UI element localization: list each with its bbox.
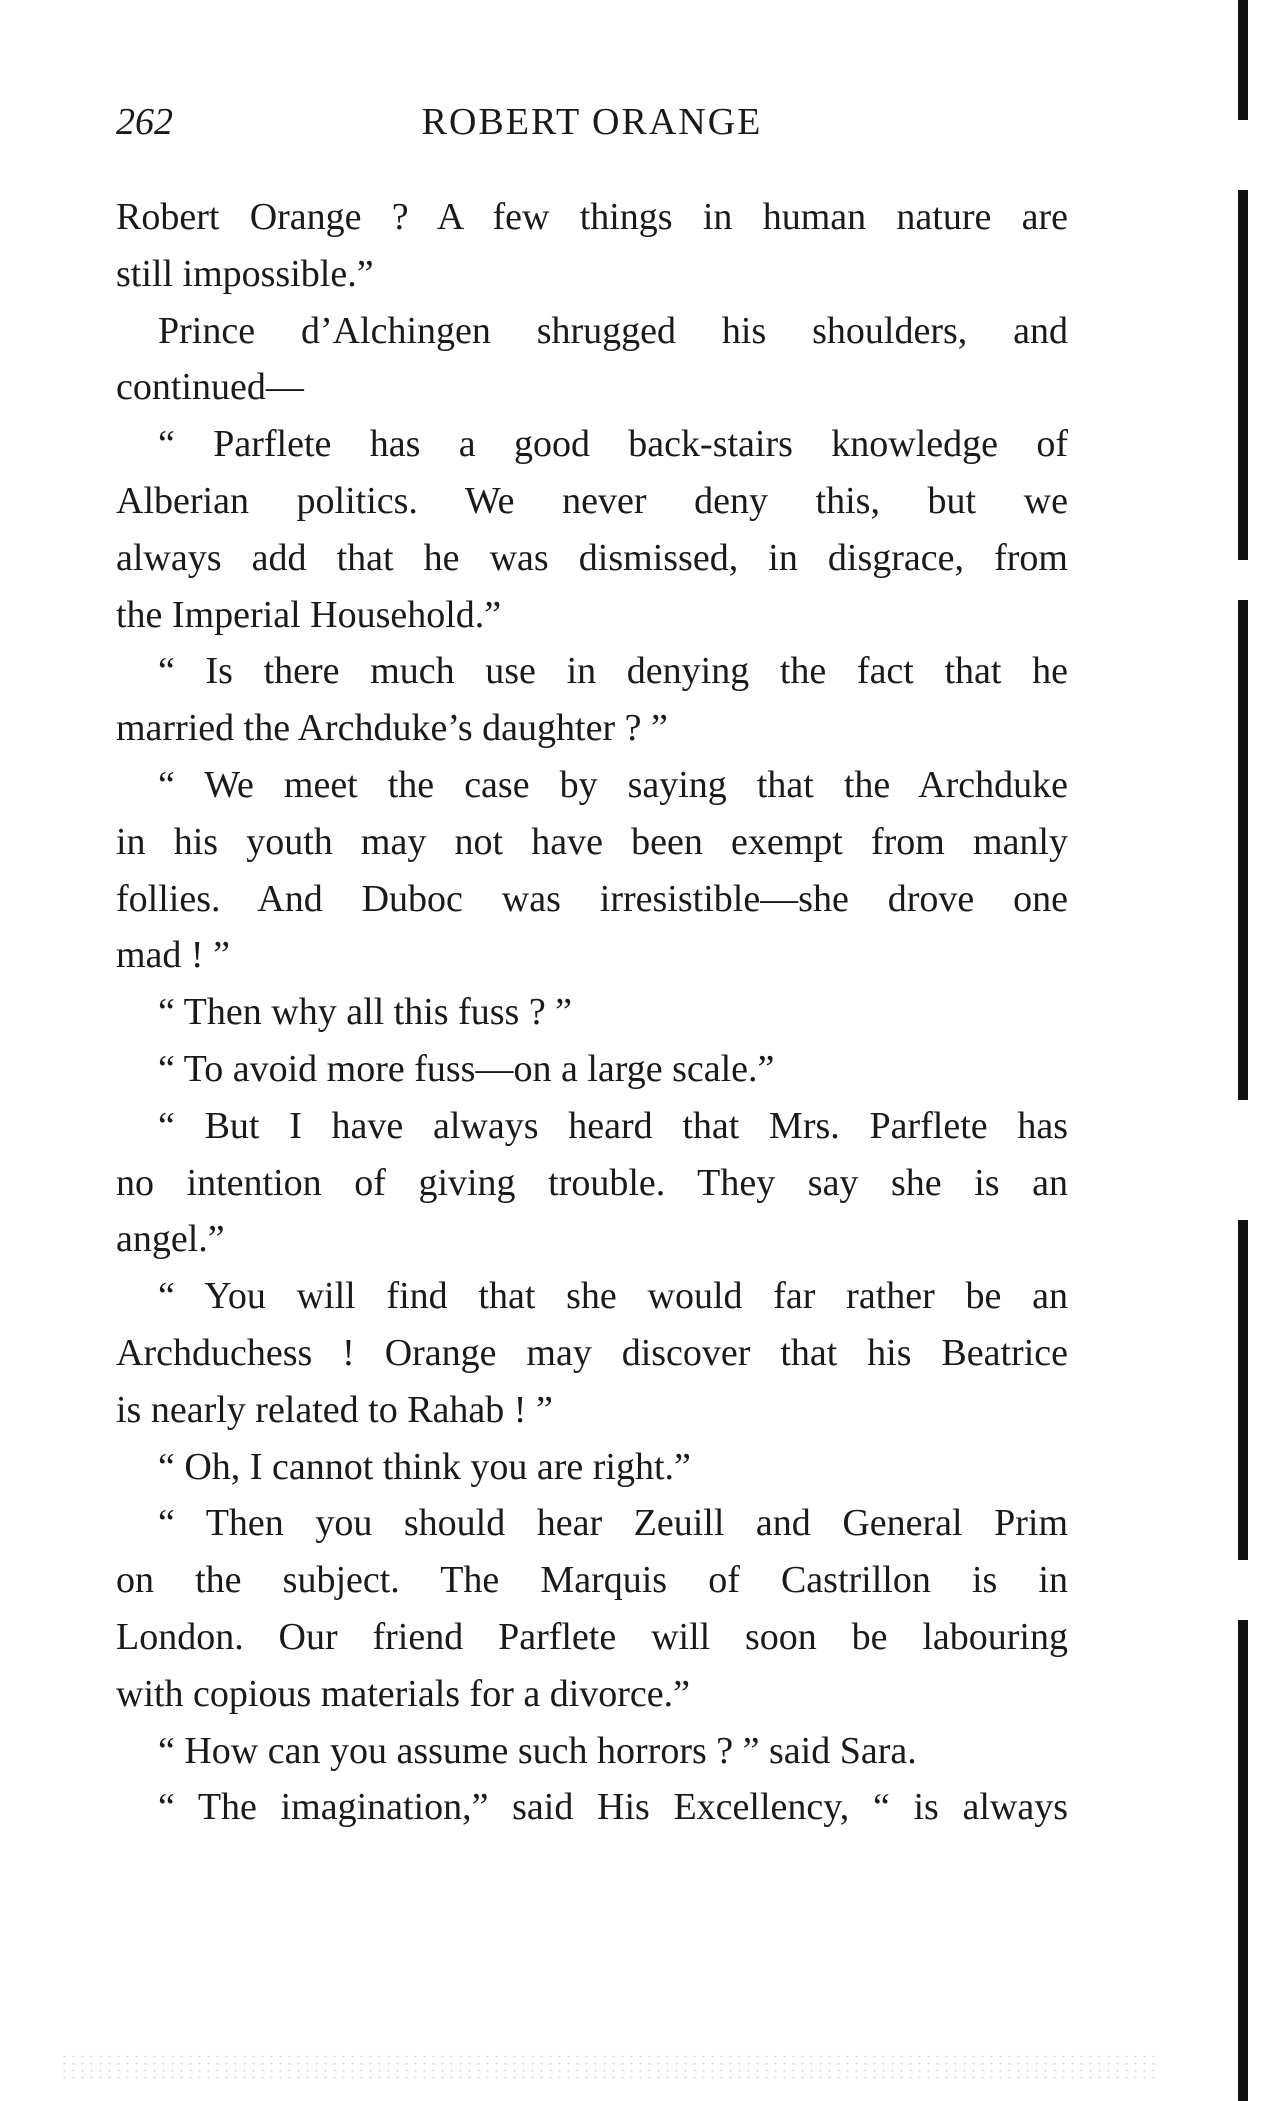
text-line: Archduchess ! Orange may discover that his Beatrice — [116, 1331, 1068, 1374]
text-line: “ The imagination,” said His Excellency, “ is always — [158, 1786, 1068, 1829]
text-line: mad ! ” — [116, 934, 230, 977]
text-line: “ Then why all this fuss ? ” — [158, 991, 573, 1034]
page-edge-gap — [1238, 120, 1248, 190]
text-line: “ But I have always heard that Mrs. Parflete has — [158, 1104, 1068, 1147]
text-line: no intention of giving trouble. They say she is an — [116, 1161, 1068, 1204]
body-text — [116, 189, 1068, 1836]
page-number: 262 — [116, 101, 173, 143]
text-line: follies. And Duboc was irresistible—she drove one — [116, 877, 1068, 920]
text-line: Prince d’Alchingen shrugged his shoulders, and — [158, 309, 1068, 352]
text-line: “ Is there much use in denying the fact that he — [158, 650, 1068, 693]
text-line: “ Oh, I cannot think you are right.” — [158, 1445, 691, 1488]
page-edge-gap — [1238, 560, 1248, 600]
text-line: in his youth may not have been exempt from manly — [116, 820, 1068, 863]
page-edge-gap — [1238, 1560, 1248, 1620]
text-line: still impossible.” — [116, 252, 374, 295]
text-line: always add that he was dismissed, in disgrace, from — [116, 536, 1068, 579]
text-line: “ How can you assume such horrors ? ” said Sara. — [158, 1729, 917, 1772]
page-edge-shadow — [1238, 0, 1248, 2101]
text-line: with copious materials for a divorce.” — [116, 1672, 691, 1715]
running-title: ROBERT ORANGE — [421, 101, 763, 143]
page-header — [116, 100, 1068, 150]
text-line: is nearly related to Rahab ! ” — [116, 1388, 553, 1431]
text-line: angel.” — [116, 1218, 225, 1261]
text-line: London. Our friend Parflete will soon be labouring — [116, 1615, 1068, 1658]
text-line: “ To avoid more fuss—on a large scale.” — [158, 1047, 775, 1090]
text-line: “ Parflete has a good back-stairs knowledge of — [158, 423, 1068, 466]
text-line: married the Archduke’s daughter ? ” — [116, 707, 668, 750]
text-line: the Imperial Household.” — [116, 593, 502, 636]
page-edge-gap — [1238, 1100, 1248, 1220]
text-line: “ You will find that she would far rather be an — [158, 1275, 1068, 1318]
text-line: “ We meet the case by saying that the Archduke — [158, 763, 1068, 806]
text-line: “ Then you should hear Zeuill and General Prim — [158, 1502, 1068, 1545]
text-line: continued— — [116, 366, 304, 409]
scan-speckle — [60, 2053, 1160, 2083]
text-line: Robert Orange ? A few things in human nature are — [116, 196, 1068, 238]
text-line: Alberian politics. We never deny this, but we — [116, 479, 1068, 522]
text-line: on the subject. The Marquis of Castrillon is in — [116, 1559, 1068, 1602]
